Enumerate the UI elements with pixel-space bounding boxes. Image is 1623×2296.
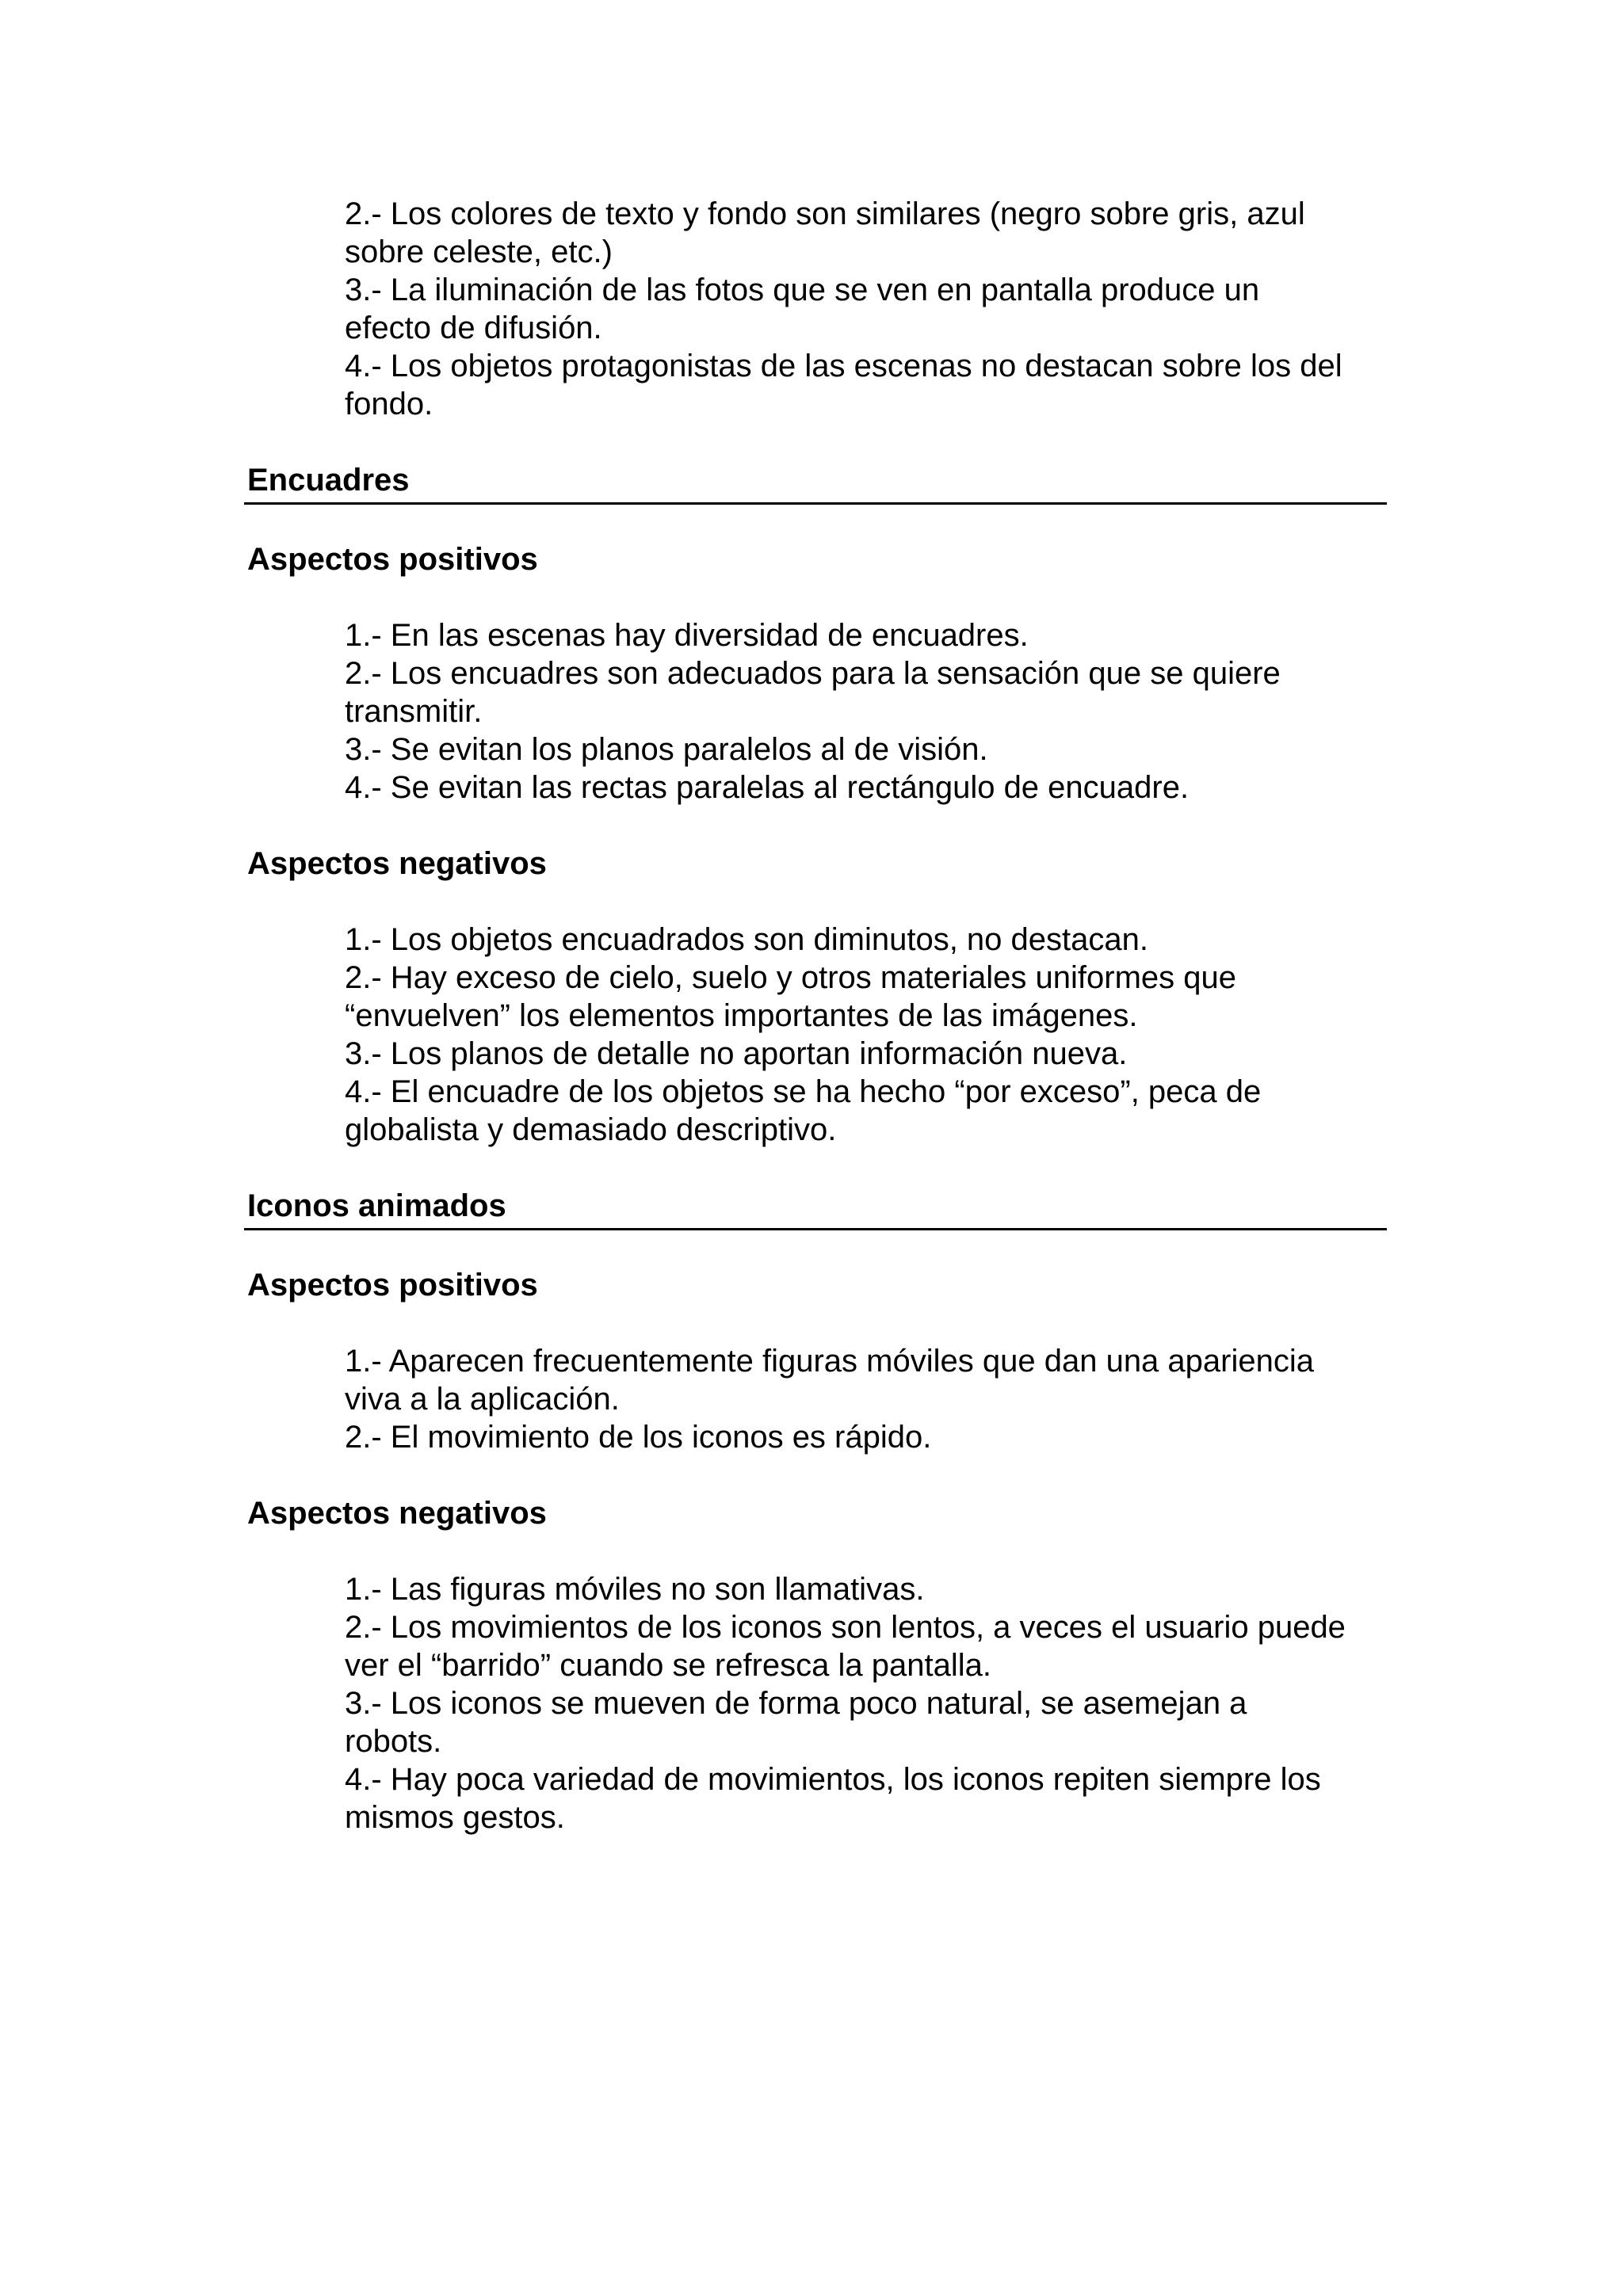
section-heading-encuadres: Encuadres xyxy=(244,461,1387,505)
subheading-iconos-negativos: Aspectos negativos xyxy=(247,1496,547,1531)
list-item: 2.- Los encuadres son adecuados para la sensación que se quiere transmitir. xyxy=(345,656,1281,729)
subheading-iconos-positivos: Aspectos positivos xyxy=(247,1268,538,1302)
list-item: 3.- La iluminación de las fotos que se ven en pantalla produce un efecto de difusión. xyxy=(345,273,1260,345)
page-content xyxy=(244,195,1387,1836)
iconos-negativos-list xyxy=(345,1570,1351,1836)
list-item: 4.- El encuadre de los objetos se ha hecho “por exceso”, peca de globalista y demasiado descriptivo. xyxy=(345,1074,1262,1147)
list-item: 1.- Las figuras móviles no son llamativas. xyxy=(345,1572,925,1607)
list-item: 2.- Hay exceso de cielo, suelo y otros materiales uniformes que “envuelven” los elementos importantes de las imágenes. xyxy=(345,960,1236,1033)
list-item: 3.- Los planos de detalle no aportan información nueva. xyxy=(345,1036,1128,1071)
subheading-encuadres-positivos: Aspectos positivos xyxy=(247,542,538,577)
list-item: 2.- Los colores de texto y fondo son similares (negro sobre gris, azul sobre celeste, etc.) xyxy=(345,196,1305,269)
list-item: 4.- Se evitan las rectas paralelas al rectángulo de encuadre. xyxy=(345,770,1190,805)
list-item: 2.- Los movimientos de los iconos son lentos, a veces el usuario puede ver el “barrido” cuando se refresca la pantalla. xyxy=(345,1610,1346,1683)
encuadres-positivos-list xyxy=(345,616,1351,807)
list-item: 1.- En las escenas hay diversidad de encuadres. xyxy=(345,618,1029,653)
list-item: 2.- El movimiento de los iconos es rápido. xyxy=(345,1420,932,1455)
list-item: 3.- Se evitan los planos paralelos al de visión. xyxy=(345,732,988,767)
subheading-encuadres-negativos: Aspectos negativos xyxy=(247,846,547,881)
list-item: 4.- Los objetos protagonistas de las escenas no destacan sobre los del fondo. xyxy=(345,349,1342,421)
iconos-positivos-list xyxy=(345,1342,1351,1456)
list-item: 4.- Hay poca variedad de movimientos, los iconos repiten siempre los mismos gestos. xyxy=(345,1762,1321,1835)
list-item: 3.- Los iconos se mueven de forma poco natural, se asemejan a robots. xyxy=(345,1686,1247,1759)
encuadres-negativos-list xyxy=(345,921,1351,1149)
intro-list xyxy=(345,195,1351,423)
section-heading-iconos: Iconos animados xyxy=(244,1187,1387,1230)
list-item: 1.- Los objetos encuadrados son diminutos, no destacan. xyxy=(345,922,1148,957)
list-item: 1.- Aparecen frecuentemente figuras móviles que dan una apariencia viva a la aplicación. xyxy=(345,1344,1314,1417)
